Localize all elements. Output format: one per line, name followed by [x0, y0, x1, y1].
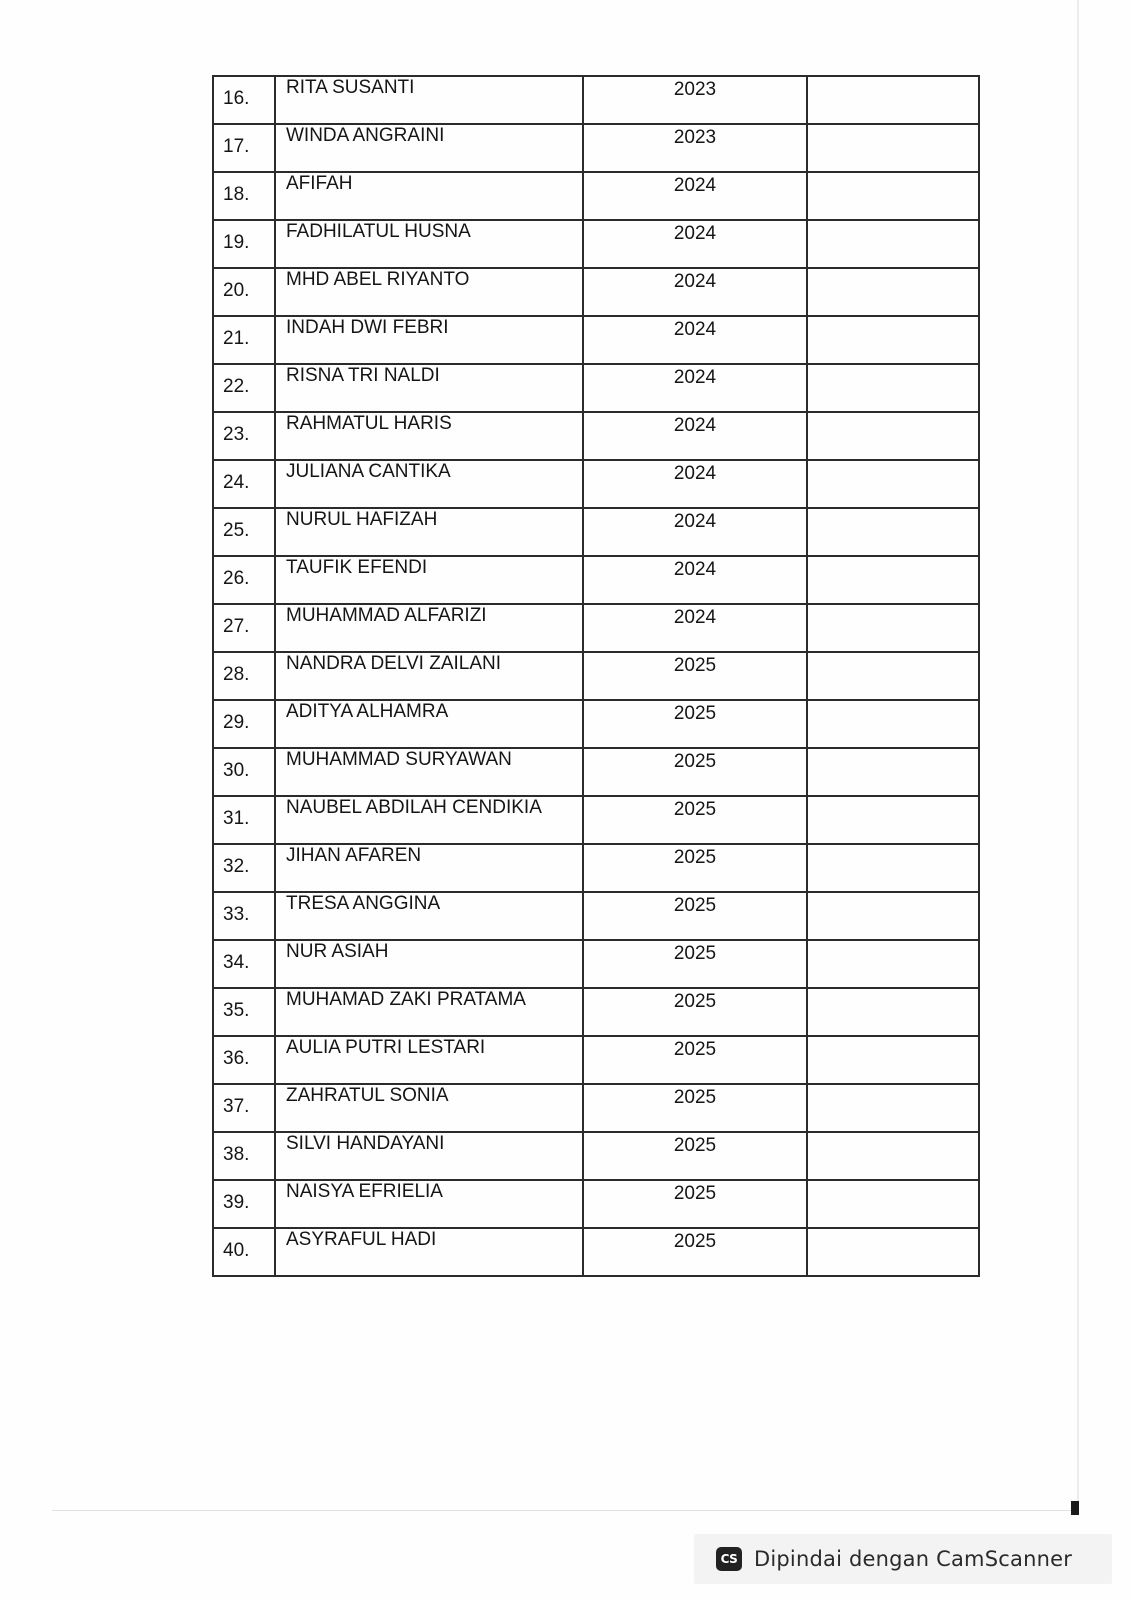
- year-value: 2025: [673, 799, 717, 820]
- year-cell: [583, 748, 807, 796]
- table-row: [213, 1180, 979, 1228]
- student-name-cell: [275, 316, 583, 364]
- row-number: 20.: [223, 280, 250, 301]
- year-value: 2025: [673, 895, 717, 916]
- row-number-cell: [213, 1132, 275, 1180]
- blank-cell: [807, 748, 979, 796]
- student-name: JULIANA CANTIKA: [286, 461, 451, 482]
- year-value: 2023: [673, 79, 717, 100]
- table-row: [213, 1036, 979, 1084]
- student-name-cell: [275, 892, 583, 940]
- row-number-cell: [213, 940, 275, 988]
- student-name: RISNA TRI NALDI: [286, 365, 440, 386]
- year-cell: [583, 412, 807, 460]
- year-cell: [583, 220, 807, 268]
- table-row: [213, 412, 979, 460]
- table-row: [213, 220, 979, 268]
- row-number-cell: [213, 892, 275, 940]
- year-value: 2024: [673, 223, 717, 244]
- year-value: 2025: [673, 1087, 717, 1108]
- row-number: 35.: [223, 1000, 250, 1021]
- row-number: 18.: [223, 184, 250, 205]
- student-name-cell: [275, 412, 583, 460]
- student-name-cell: [275, 796, 583, 844]
- student-name: WINDA ANGRAINI: [286, 125, 445, 146]
- student-name: ASYRAFUL HADI: [286, 1229, 437, 1250]
- row-number: 30.: [223, 760, 250, 781]
- row-number-cell: [213, 316, 275, 364]
- year-value: 2025: [673, 751, 717, 772]
- row-number-cell: [213, 1036, 275, 1084]
- row-number-cell: [213, 76, 275, 124]
- year-cell: [583, 316, 807, 364]
- student-name-cell: [275, 268, 583, 316]
- blank-cell: [807, 940, 979, 988]
- blank-cell: [807, 796, 979, 844]
- row-number-cell: [213, 460, 275, 508]
- row-number-cell: [213, 1228, 275, 1276]
- table-row: [213, 940, 979, 988]
- table-row: [213, 988, 979, 1036]
- blank-cell: [807, 220, 979, 268]
- student-name: NAUBEL ABDILAH CENDIKIA: [286, 797, 542, 818]
- row-number-cell: [213, 1180, 275, 1228]
- blank-cell: [807, 1132, 979, 1180]
- blank-cell: [807, 124, 979, 172]
- blank-cell: [807, 460, 979, 508]
- row-number-cell: [213, 124, 275, 172]
- student-name-cell: [275, 124, 583, 172]
- blank-cell: [807, 1036, 979, 1084]
- row-number-cell: [213, 1084, 275, 1132]
- row-number: 21.: [223, 328, 250, 349]
- table-row: [213, 316, 979, 364]
- table-row: [213, 124, 979, 172]
- row-number: 40.: [223, 1240, 250, 1261]
- student-name: TAUFIK EFENDI: [286, 557, 428, 578]
- year-value: 2025: [673, 1039, 717, 1060]
- year-value: 2024: [673, 271, 717, 292]
- year-cell: [583, 124, 807, 172]
- student-name: MHD ABEL RIYANTO: [286, 269, 470, 290]
- row-number: 33.: [223, 904, 250, 925]
- row-number: 23.: [223, 424, 250, 445]
- row-number-cell: [213, 172, 275, 220]
- year-value: 2024: [673, 559, 717, 580]
- year-value: 2025: [673, 655, 717, 676]
- year-value: 2024: [673, 175, 717, 196]
- year-cell: [583, 892, 807, 940]
- page-bottom-edge: [52, 1510, 1079, 1511]
- student-name-cell: [275, 700, 583, 748]
- row-number: 31.: [223, 808, 250, 829]
- blank-cell: [807, 268, 979, 316]
- table-row: [213, 700, 979, 748]
- blank-cell: [807, 700, 979, 748]
- year-value: 2024: [673, 511, 717, 532]
- student-name: TRESA ANGGINA: [286, 893, 441, 914]
- year-cell: [583, 604, 807, 652]
- year-value: 2025: [673, 847, 717, 868]
- table-row: [213, 556, 979, 604]
- table-row: [213, 604, 979, 652]
- student-name: ADITYA ALHAMRA: [286, 701, 449, 722]
- table-row: [213, 1084, 979, 1132]
- year-value: 2025: [673, 943, 717, 964]
- table-row: [213, 172, 979, 220]
- student-name-cell: [275, 220, 583, 268]
- year-cell: [583, 940, 807, 988]
- row-number: 32.: [223, 856, 250, 877]
- blank-cell: [807, 76, 979, 124]
- row-number: 22.: [223, 376, 250, 397]
- year-value: 2024: [673, 415, 717, 436]
- table-row: [213, 508, 979, 556]
- row-number-cell: [213, 652, 275, 700]
- table-row: [213, 364, 979, 412]
- student-name: NAISYA EFRIELIA: [286, 1181, 443, 1202]
- row-number-cell: [213, 268, 275, 316]
- year-value: 2025: [673, 991, 717, 1012]
- student-name-cell: [275, 1228, 583, 1276]
- student-name: INDAH DWI FEBRI: [286, 317, 449, 338]
- table-row: [213, 76, 979, 124]
- year-cell: [583, 508, 807, 556]
- student-name: MUHAMMAD ALFARIZI: [286, 605, 487, 626]
- row-number-cell: [213, 556, 275, 604]
- blank-cell: [807, 412, 979, 460]
- student-name-cell: [275, 1180, 583, 1228]
- year-cell: [583, 172, 807, 220]
- year-cell: [583, 556, 807, 604]
- year-value: 2025: [673, 1135, 717, 1156]
- year-value: 2024: [673, 607, 717, 628]
- student-name: RAHMATUL HARIS: [286, 413, 452, 434]
- row-number-cell: [213, 220, 275, 268]
- year-cell: [583, 844, 807, 892]
- year-cell: [583, 1180, 807, 1228]
- row-number: 36.: [223, 1048, 250, 1069]
- student-name: AULIA PUTRI LESTARI: [286, 1037, 486, 1058]
- student-name-cell: [275, 652, 583, 700]
- row-number-cell: [213, 988, 275, 1036]
- year-value: 2025: [673, 1231, 717, 1252]
- student-name: NURUL HAFIZAH: [286, 509, 438, 530]
- row-number: 25.: [223, 520, 250, 541]
- row-number: 28.: [223, 664, 250, 685]
- year-cell: [583, 364, 807, 412]
- year-cell: [583, 1228, 807, 1276]
- student-name-cell: [275, 1132, 583, 1180]
- student-name-cell: [275, 844, 583, 892]
- year-cell: [583, 268, 807, 316]
- student-name-cell: [275, 76, 583, 124]
- table-row: [213, 460, 979, 508]
- student-name: MUHAMMAD SURYAWAN: [286, 749, 512, 770]
- student-name: NANDRA DELVI ZAILANI: [286, 653, 502, 674]
- blank-cell: [807, 172, 979, 220]
- student-name-cell: [275, 604, 583, 652]
- student-name: RITA SUSANTI: [286, 77, 415, 98]
- camscanner-label: Dipindai dengan CamScanner: [754, 1547, 1073, 1571]
- student-name-cell: [275, 1036, 583, 1084]
- student-name-cell: [275, 364, 583, 412]
- student-name-cell: [275, 172, 583, 220]
- table-row: [213, 1228, 979, 1276]
- blank-cell: [807, 988, 979, 1036]
- student-name: MUHAMAD ZAKI PRATAMA: [286, 989, 526, 1010]
- row-number: 29.: [223, 712, 250, 733]
- year-cell: [583, 796, 807, 844]
- blank-cell: [807, 652, 979, 700]
- row-number-cell: [213, 364, 275, 412]
- camscanner-logo-icon: CS: [716, 1547, 742, 1571]
- row-number-cell: [213, 412, 275, 460]
- year-value: 2024: [673, 367, 717, 388]
- year-value: 2023: [673, 127, 717, 148]
- year-value: 2025: [673, 1183, 717, 1204]
- student-name-cell: [275, 460, 583, 508]
- table-row: [213, 1132, 979, 1180]
- student-name-cell: [275, 748, 583, 796]
- year-cell: [583, 700, 807, 748]
- roster-table-body: [213, 76, 979, 1276]
- row-number-cell: [213, 748, 275, 796]
- year-cell: [583, 1036, 807, 1084]
- row-number: 37.: [223, 1096, 250, 1117]
- year-cell: [583, 1084, 807, 1132]
- year-cell: [583, 460, 807, 508]
- year-value: 2025: [673, 703, 717, 724]
- blank-cell: [807, 316, 979, 364]
- table-row: [213, 796, 979, 844]
- year-cell: [583, 76, 807, 124]
- camscanner-watermark: [694, 1534, 1112, 1584]
- blank-cell: [807, 844, 979, 892]
- blank-cell: [807, 508, 979, 556]
- row-number: 38.: [223, 1144, 250, 1165]
- student-roster-table: [212, 75, 980, 1277]
- row-number: 16.: [223, 88, 250, 109]
- row-number-cell: [213, 796, 275, 844]
- row-number: 34.: [223, 952, 250, 973]
- year-value: 2024: [673, 319, 717, 340]
- year-cell: [583, 1132, 807, 1180]
- row-number: 24.: [223, 472, 250, 493]
- table-row: [213, 652, 979, 700]
- row-number: 17.: [223, 136, 250, 157]
- blank-cell: [807, 892, 979, 940]
- student-name-cell: [275, 1084, 583, 1132]
- student-name-cell: [275, 508, 583, 556]
- table-row: [213, 892, 979, 940]
- student-name: FADHILATUL HUSNA: [286, 221, 471, 242]
- blank-cell: [807, 604, 979, 652]
- row-number: 39.: [223, 1192, 250, 1213]
- row-number: 19.: [223, 232, 250, 253]
- student-name: JIHAN AFAREN: [286, 845, 422, 866]
- table-row: [213, 748, 979, 796]
- year-value: 2024: [673, 463, 717, 484]
- year-cell: [583, 988, 807, 1036]
- student-name-cell: [275, 988, 583, 1036]
- page-edge-shadow: [1077, 0, 1079, 1510]
- blank-cell: [807, 364, 979, 412]
- row-number: 27.: [223, 616, 250, 637]
- scan-artifact-mark: [1071, 1501, 1079, 1515]
- student-name: NUR ASIAH: [286, 941, 389, 962]
- row-number-cell: [213, 604, 275, 652]
- table-row: [213, 268, 979, 316]
- student-name: AFIFAH: [286, 173, 353, 194]
- student-name: ZAHRATUL SONIA: [286, 1085, 449, 1106]
- blank-cell: [807, 1180, 979, 1228]
- student-name: SILVI HANDAYANI: [286, 1133, 445, 1154]
- row-number: 26.: [223, 568, 250, 589]
- row-number-cell: [213, 508, 275, 556]
- student-name-cell: [275, 556, 583, 604]
- blank-cell: [807, 1084, 979, 1132]
- row-number-cell: [213, 844, 275, 892]
- blank-cell: [807, 556, 979, 604]
- year-cell: [583, 652, 807, 700]
- row-number-cell: [213, 700, 275, 748]
- blank-cell: [807, 1228, 979, 1276]
- student-name-cell: [275, 940, 583, 988]
- table-row: [213, 844, 979, 892]
